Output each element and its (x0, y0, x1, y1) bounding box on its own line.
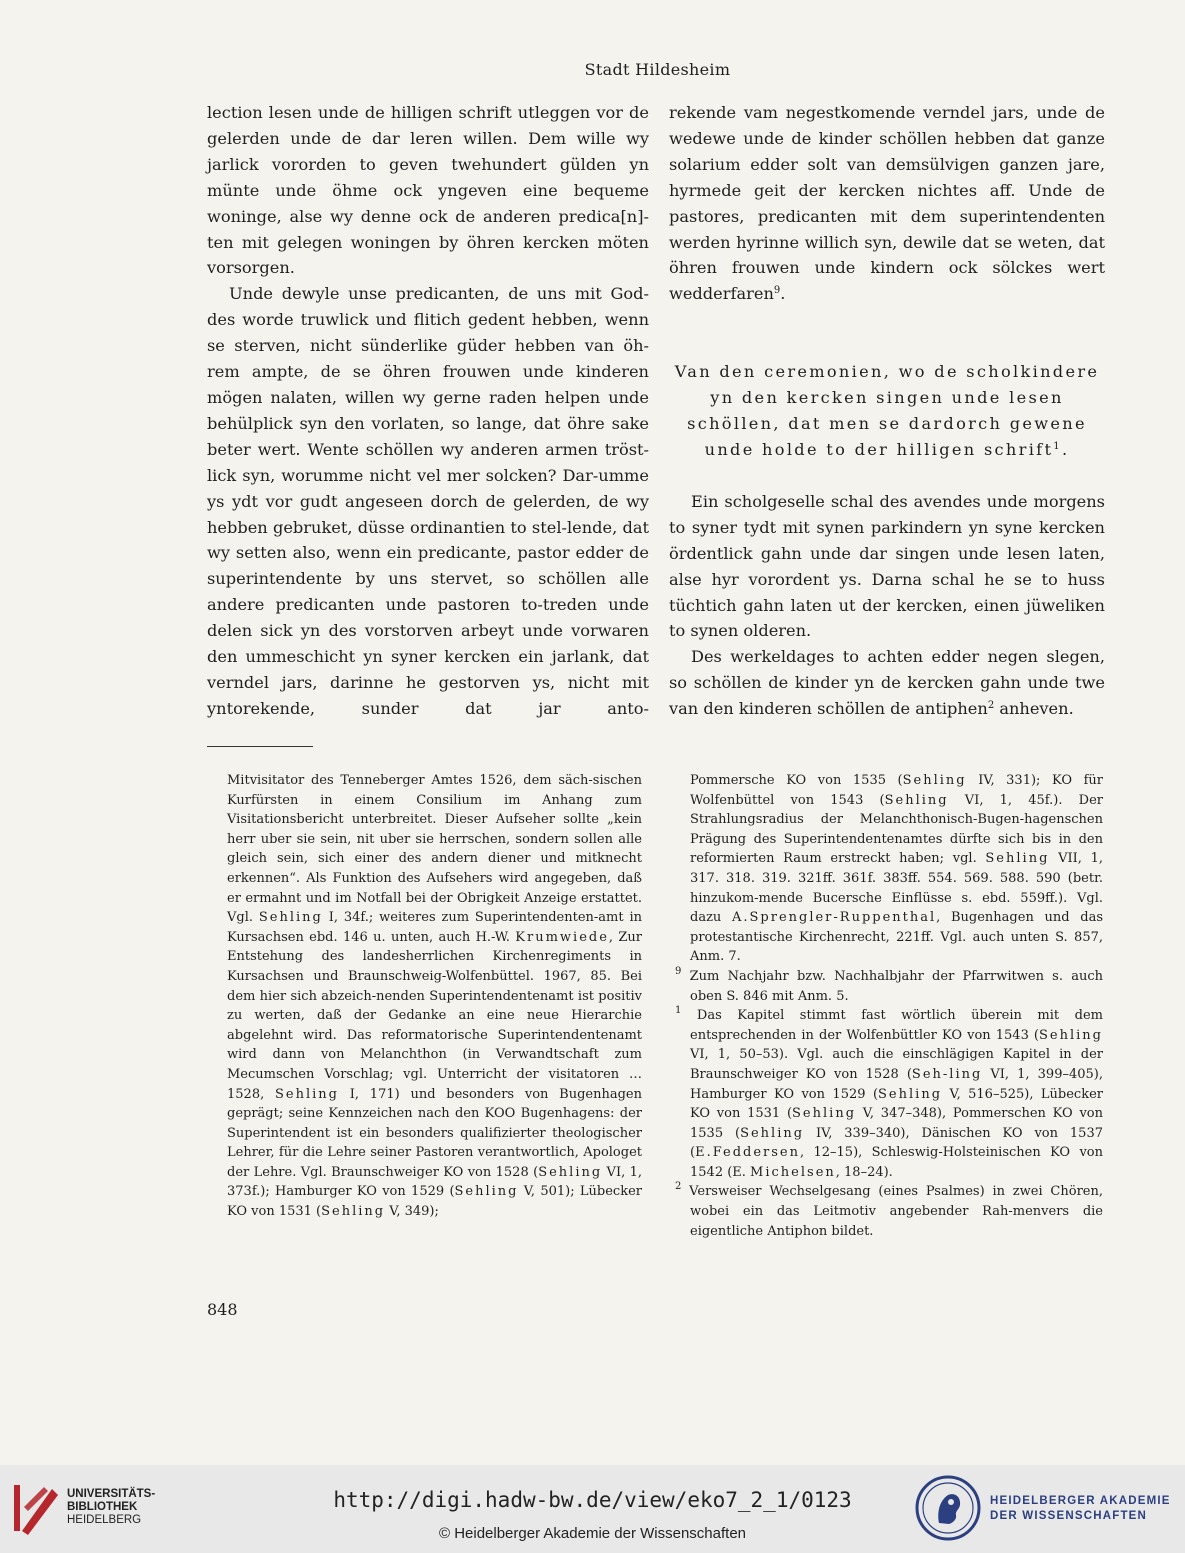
academy-seal-icon[interactable] (915, 1475, 981, 1541)
footnotes-right (675, 771, 1103, 1241)
running-head: Stadt Hildesheim (584, 60, 731, 79)
footnote-ref: 2 (987, 700, 995, 712)
footnote-9: $^9$ Zum Nachjahr bzw. Nachhalbjahr der Pfarrwitwen s. auch oben S. 846 mit Anm. 5. (675, 965, 1103, 1004)
text-column-left (207, 100, 649, 722)
paragraph: Des werkeldages to achten edder negen slegen, so schöllen de kinder yn de kercken gahn unde twe van den kinderen schöllen de antiphen$^2$ anheven. (669, 647, 1105, 719)
academy-name[interactable]: HEIDELBERGER AKADEMIE DER WISSENSCHAFTEN (990, 1495, 1171, 1522)
permalink-url[interactable]: http://digi.hadw-bw.de/view/eko7_2_1/0123 (333, 1488, 852, 1512)
university-library-name[interactable]: UNIVERSITÄTS- BIBLIOTHEK HEIDELBERG (67, 1488, 156, 1526)
footnote-ref: 9 (773, 285, 781, 297)
page-number: 848 (207, 1300, 238, 1319)
footnote-continuation: Mitvisitator des Tenneberger Amtes 1526, dem säch-sischen Kurfürsten in einem Consilium im Anhang zum Visitationsbericht unterbreitet. Dieser Aufseher sollte „kein herr uber sie sein, nit uber sie herrschen, sondern sollen alle gleich sein, sich einer des andern diener und mitknecht erkennen“. Als Funktion des Aufsehers wird angegeben, daß er ermahnt und im Notfall bei der Obrigkeit Anzeige erstattet. Vgl. Sehling I, 34f.; weiteres zum Superintendenten-amt in Kursachsen ebd. 146 u. unten, auch H.-W. Krumwiede, Zur Entstehung des landesherrlichen Kirchenregiments in Kursachsen und Braunschweig-Wolfenbüttel. 1967, 85. Bei dem hier sich abzeich-nenden Superintendentenamt ist positiv zu werten, daß der Gedanke an eine neue Hierarchie abgelehnt wird. Das reformatorische Superintendentenamt wird dann von Melanchthon (in Verwandtschaft zum Mecumschen Vorschlag; vgl. Unterricht der visitatoren … 1528, Sehling I, 171) und besonders von Bugenhagen geprägt; seine Kennzeichen nach den KOO Bugenhagens: der Superintendent ist ein besonders qualifizierter theologischer Lehrer, für die Lehre seiner Pastoren verantwortlich, Apologet der Lehre. Vgl. Braunschweiger KO von 1528 (Sehling VI, 1, 373f.); Hamburger KO von 1529 (Sehling V, 501); Lübecker KO von 1531 (Sehling V, 349); (227, 773, 642, 1220)
footnote-1: $^1$ Das Kapitel stimmt fast wörtlich überein mit dem entsprechenden in der Wolfenbüttler KO von 1543 (Sehling VI, 1, 50–53). Vgl. auch die einschlägigen Kapitel in der Braunschweiger KO von 1528 (Seh-ling VI, 1, 399–405), Hamburger KO von 1529 (Sehling V, 516–525), Lübecker KO von 1531 (Sehling V, 347–348), Pommerschen KO von 1535 (Sehling IV, 339–340), Dänischen KO von 1537 (E.Feddersen, 12–15), Schleswig-Holsteinischen KO von 1542 (E. Michelsen, 18–24). (675, 1005, 1103, 1180)
footnote-2: $^2$ Versweiser Wechselgesang (eines Psalmes) in zwei Chören, wobei ein das Leitmotiv angebender Rah-menvers die eigentliche Antiphon bildet. (675, 1181, 1103, 1239)
paragraph: Unde dewyle unse predicanten, de uns mit God-des worde truwlick und flitich gedent hebben, wenn se sterven, nicht sünderlike güder hebben van öh-rem ampte, de se öhren frouwen unde kinderen mögen nalaten, willen wy gerne raden helpen unde behülplick syn den vorlaten, so lange, dat öhre sake beter wert. Wente schöllen wy anderen armen tröst-lick syn, worumme nicht vel mer solcken? Dar-umme ys ydt vor gudt angeseen dorch de gelerden, de wy hebben gebruket, düsse ordinantien to stel-lende, dat wy setten also, wenn ein predicante, pastor edder de superintendente by uns stervet, so schöllen alle andere predicanten unde pastoren to-treden unde delen sick yn des vorstorven arbeyt unde vorwaren den ummeschicht yn syner kercken ein jarlank, dat verndel jars, darinne he gestorven ys, nicht mit yntorekende, sunder dat jar anto- (207, 284, 649, 718)
paragraph: Ein scholgeselle schal des avendes unde morgens to syner tydt mit synen parkindern yn syne kercken ördentlick gahn unde dar singen unde lesen laten, alse hyr vorordent ys. Darna schal he se to huss tüchtich gahn laten ut der kercken, einen jüweliken to synen olderen. (669, 491, 1105, 641)
section-heading: Van den ceremonien, wo de scholkindere yn den kercken singen unde lesen schöllen, dat men se dardorch gewene unde holde to der hilligen schrift$^1$. (674, 362, 1100, 459)
paragraph: rekende vam negestkomende verndel jars, unde de wedewe unde de kinder schöllen hebben dat ganze solarium edder solt van demsülvigen ganzen jare, hyrmede geit der kercken nichtes aff. Unde de pastores, predicanten mit dem superintendenten werden hyrinne willich syn, dewile dat se weten, dat öhren frouwen unde kindern ock sölckes wert wedderfaren$^9$. (669, 103, 1105, 304)
copyright-notice: © Heidelberger Akademie der Wissenschaften (438, 1525, 747, 1542)
paragraph: lection lesen unde de hilligen schrift utleggen vor de gelerden unde de dar leren willen. Dem wille wy jarlick vororden to geven twehundert gülden yn münte unde öhme ock yngeven eine bequeme woninge, alse wy denne ock de anderen predica[n]-ten mit gelegen woningen by öhren kercken möten vorsorgen. (207, 103, 649, 278)
footnote-continuation: Pommersche KO von 1535 (Sehling IV, 331); KO für Wolfenbüttel von 1543 (Sehling VI, 1, 45f.). Der Strahlungsradius der Melanchthonisch-Bugen-hagenschen Prägung des Superintendentenamtes dürfte sich bis in den reformierten Raum erstreckt haben; vgl. Sehling VII, 1, 317. 318. 319. 321ff. 361f. 383ff. 554. 569. 588. 590 (betr. hinzukom-mende Bucersche Einflüsse s. ebd. 559ff.). Vgl. dazu A.Sprengler-Ruppenthal, Bugenhagen und das protestantische Kirchenrecht, 221ff. Vgl. auch unten S. 857, Anm. 7. (690, 773, 1103, 965)
footnote-ref: 1 (1053, 440, 1062, 452)
viewer-footer (0, 1465, 1185, 1553)
text-column-right (669, 100, 1105, 722)
footnotes-left (227, 771, 642, 1222)
footnote-rule (207, 746, 313, 747)
